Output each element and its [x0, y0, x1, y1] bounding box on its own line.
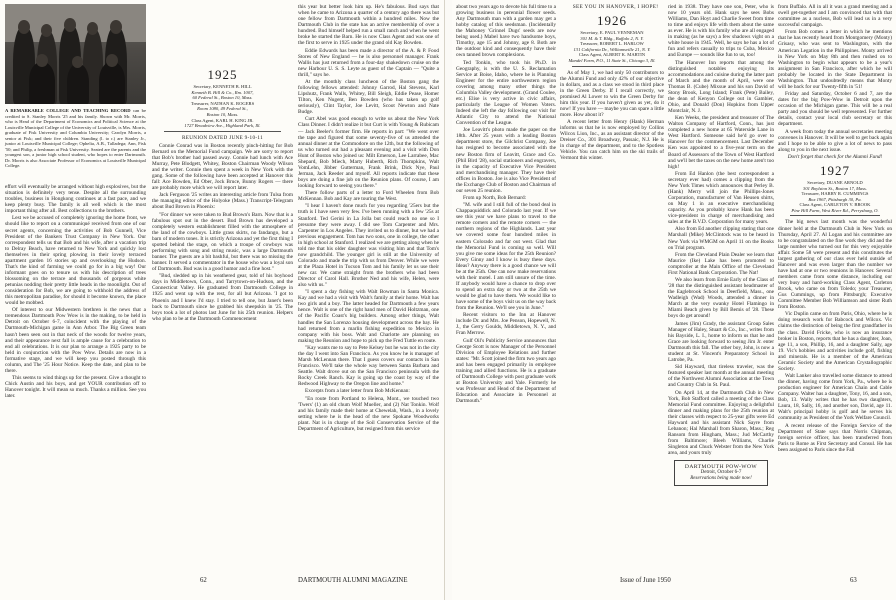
- class-treasurer-address: 131 California Dr., Williamsville 21, N. Y.: [573, 46, 651, 52]
- paragraph: Curt Abel was good enough to write us about the New York Class Dinner. I didn't realize it but Curt is with Young & Rubicam — Jack Beeler's former firm. He reports in part: "We went over the tape and figured that some seventy-five of us attended the annual dinner at the Commodore on the 12th, but the following of us who turned out had a pleasant evening and a visit with Don Hunt of Boston who joined us: Milt Emerson, Lee Larrabee, Mac Shepard, Bob Miech, Marty Huberth, Rich Thompkins, Walt VomLehn, Jibber Gutterman, Frank Brink, Dick Nye, Paul Jerman, Jack Reeder and myself. All reports indicate that these boys are doing a fine job on the Reunion plans. Of course, I am looking forward to seeing you there.": [298, 116, 439, 189]
- class-agent-address: Pine Hill Farm, West River Rd., Perrysburg, O.: [791, 207, 879, 213]
- paragraph: Excerpts from a later letter from Bob McKennan:: [305, 388, 410, 395]
- class-secretary-address: 301 M. & T. Bldg., Buffalo 2, N. Y.: [580, 35, 644, 41]
- paragraph: Connie Conrad was in Boston recently pinch-hitting for Bob Bernard on the Memorial Fund campaign. We are sorry to report that Bob's brother had passed away. Connie had lunch with Ace Murray, Pete Blodgett, Whitey, Boston Chairman Woody Wilson and the writer. Connie then spent a week in New York with the gang. Some of the following have been accepted at Hanover this fall: Ace Bowden, Ed Ober, Jock Bruce, Bunny Rogers — there are probably more which we will report later.: [152, 142, 293, 192]
- paragraph: "En route from Portland to Helena, Mont., we touched two 'Twers' (1) an old chum Wolf Mueller, and (2) Nat Tonkin. Wolf and his family made their home at Chewelah, Wash., in a lovely setting where he is the head of the new Spokane Woodworks plant. Nat is in charge of the Soil Conservation Service of the Department of Agriculture, but resigned from this service: [298, 395, 439, 432]
- paragraph: The big news last month was the wonderful dinner held at the Dartmouth Club in New York on Thursday, April 27. Al Logan and his committee are to be congratulated on the fine work they did and the large number who turned out for this very enjoyable affair. Some 58 were present and this constitutes the largest gathering of our class ever held outside of Hanover and was even larger than the number we have had at one or two reunions in Hanover. Several members came from some distance, including our very busy and hard-working Class Agent, Carleton Brook, who came on from Toledo; your Treasurer, Gus Cummings, up from Pittsburgh; Executive Committee Member Bob Williamson and sister Ruth from Boston.: [778, 219, 892, 311]
- class-treasurer-address: Room 1080, 49 Federal St.,: [197, 106, 248, 112]
- pow-wow-announcement: [674, 460, 768, 486]
- right-page-number: 63: [850, 577, 857, 584]
- paragraph: Ken Weeks, the president and treasurer of The Walton Company of Hartford, Conn., has just completed a new home at 65 Waterside Lane in West Hartford. Someone said he'd go over to Hanover for the commencement. Last December Ken was appointed to a five-year term on the Board of Assessors of the Town of West Hartford and we'll bet the taxes on the new home aren't too high!: [668, 115, 774, 170]
- caption-text: can be credited to S. Stanley Morris '25 and his family. Shown with Mr. Morris, who is Head of the Department of Economics and Political Science at the Louisville Municipal College of the University of Louisville, is Mrs. Morris, graduate of Fisk University and Columbia University; Carolyn Morris, a senior at Fisk; and their five children. Standing (l. to r.) are Stanley Jr., junior at Louisville Municipal College; Ophelia, A.B., Talladega; Ann, Fisk '50; and Philip, a freshman at Fisk University. Seated are the parents and the youngest son, a junior high school student, who hopes to enter Dartmouth. Dr. Morris is also Associate Professor of Economics at Louisville Municipal College.: [5, 108, 147, 168]
- paragraph: ried in 1938. They have one son, Peter, who is now 10 years old. Hank says he sees Bobs Williams, Dan Hoyt and Charlie Sweet from time to time and enjoys life with them about the same as ever. He is with his family who are all engaged in making (as he says) a few shadows vight on a white house in 1945. Well, he says he has a lot of fun and refers casually to trips to Cuba, Mexico and Europe — sounds like fun to us, too!: [668, 4, 774, 59]
- paragraph: From up North, Bob Bernard:: [463, 195, 527, 202]
- caption-lead: A REMARKABLE COLLEGE AND TEACHING RECORD: [5, 108, 131, 113]
- pow-wow-note: Reservations being made now!: [690, 476, 752, 482]
- paragraph: Of interest to our Midwestern brethren is the news that a tremendous Dartmouth Pow Wow is in the making, to be held in Detroit on October 6-7, coincident with the playing of the Dartmouth-Michigan game in Ann Arbor. The Big Green team hasn't been seen out in that neck of the woods for twelve years, and their appearance next fall is ample cause for a celebration to end all celebrations. It is our plan to arrange a 1925 party to be held in conjunction with the Pow Wow. Details are now in a formative stage, and we will keep you posted through this column, and The '25 Hour Notice. Keep the date, and plan to be there.: [5, 307, 146, 374]
- class-secretary: Secretary, KENNETH B. HILL: [193, 84, 252, 89]
- left-column-1: [5, 184, 146, 574]
- magazine-title-footer: DARTMOUTH ALUMNI MAGAZINE: [298, 577, 408, 584]
- right-column-2: [560, 4, 664, 574]
- paragraph: "Bud, sledded up in his weathered gear, told of his boyhood days in Middletown, Conn., and Tarrytown-on-Hudson, and the Connecticut Valley. He graduated from Dartmouth College in 1925 and went up with the rest, for all but Arizona. 'I got to Phoenix and I knew I'd stay. I tried to tell one, but Janet's been back to Dartmouth since he grabbed his sheepskin in '25. The boys took a lot of photos last June for his 25th reunion. Helpers who plan to be at the Dartmouth Commencement: [152, 273, 293, 322]
- class-treasurer-address: Boston 10, Mass.: [206, 111, 239, 117]
- paragraph: effort will eventually be arranged without high explosives, but the situation is definitely very tense. Despite all the surrounding troubles, business in Hongkong continues at a fast pace, and we keep plenty busy. The family is all well which is the most important thing after all. Best collections to the brothers.: [5, 184, 146, 215]
- class-1927-header: [778, 164, 892, 178]
- paragraph: from Buffalo. All in all it was a grand meeting and a swell get-together and I am convinced that with that committee as a nucleus, Bob will lead us in a very successful campaign.: [778, 4, 892, 29]
- alumni-fund-reminder: Don't forget that check for the Alumni Fund!: [787, 153, 883, 160]
- paragraph: Eddie Edwards has been made a director of the A. & P. Food Stores of New England — he is also personnel manager. Frank Wallis has just returned from a four-day shakedown cruise on the new Harbour U. S. S. Leyte as guest of the Captain — "Quite a thrill," says he.: [298, 47, 439, 78]
- class-treasurer: Treasurer, HARRY R. CUMMINGS: [801, 191, 869, 197]
- paragraph: Friday and Saturday, October 6 and 7, are the dates for the big Pow-Wow in Detroit upon the occasion of the Michigan game. This will be a real party and you should be well represented. For further details, contact your local club secretary or this department.: [778, 91, 892, 128]
- paragraph: Vic Duplin came on from Paris, Ohio, where he is doing research work for Babcock and Wilcox. Vic claims the distinction of being the first grandfather in the class. David Fricke, who is now an insurance broker in Boston, reports that he has a daughter, Joan, age 11, a son, Phillip, 16, and a daughter Sally, age 19. Vic's hobbies and activities include golf, fishing and minerals. He is a member of the American Ceramic Society and the American Crystallographic Society.: [778, 311, 892, 372]
- paragraph: Lest we be accused of completely ignoring the home front, we should like to report on a communiqué received from one of our secret agents, concerning the activities of Bob Gunnell, Vice President of the Bankers Trust Company in New York. Our correspondent tells us that Bob and his wife, after a vacation trip to Delray Beach, have returned to New York and quickly lost themselves in their spring plowing in their lovely terraced apartment garden 16 stories up and overlooking the Hudson. That's the kind of farming we could go for in a big way! Our informant goes on to tenure us with his description of trees blossoming on the terrace and thousands of gorgeous white petunias nodding their pretty little heads in the moonlight. Out of consideration for Bob, we are going to withhold the address of this metropolitan paradise, for should it become known, the place would be mobbed.: [5, 215, 146, 307]
- issue-date-footer: Issue of June 1950: [620, 577, 671, 584]
- paragraph: From Bob comes a letter in which he mentions that he has recently heard from Montgomery (Monty) Grisasy, who was sent to Washington, with the American Legation in the Philippines. Monty arrived in New York on May 8th and then rushed on to Washington to begin what appears to be a year's assignment in San Francisco, after which he will probably be located in the State Department in Washington. That undoubtedly means that Monty will be back for our Twenty-fifth in '51!: [778, 29, 892, 90]
- paragraph: At the monthly class luncheon of the Boston gang the following fellows attended: Johnny Garrod, Hal Stevens, Karl Lipshutz, Frank Walls, Whitey, Bill Sleigh, Eddie Pease, Homer Tilton, Ken Nugent, Ben Bowden (who has taken up golf seriously), Clint Taylor, Joe Levitt, Scoot Newton and Nate Budge.: [298, 78, 439, 116]
- class-1925-header: [152, 68, 293, 82]
- paragraph: Sid Hayward, that tireless traveler, was the featured speaker last month at the annual meeting of the Northwest Alumni Association at the Town and Country Club in St. Paul.: [668, 364, 774, 389]
- paragraph: On April 14, at the Dartmouth Club in New York, Bob Stafford called a meeting of the Class Memorial Fund committee. Enjoying a delightful dinner and making plans for the 25th reunion at their classes with respect to 25-year gifts were Ed Hayward and his assistant Nick Sayre from Lebanon; Hal Marshall from Sharon, Mass.; Reg Ransom from Hingham, Mass.; Jud McCarthy from Baltimore; Bleeh Williams, Charlie Singleton and Chuck Webster from the New York area, and yours truly: [668, 389, 774, 457]
- see-you-in-hanover: SEE YOU IN HANOVER, I HOPE!: [572, 4, 659, 10]
- reunion-dates: REUNION DATED JUNE 9-10-11: [182, 134, 263, 141]
- paragraph: this year but better look him up. He's fabulous. Bud says that when he came to Arizona a quarter of a century ago there was but one fellow from Dartmouth within a hundred miles. Now the Dartmouth Club in the state has an active membership of over a hundred. Bud himself helped run a small ranch and when he went broke he started the Barn. He is now Class Agent and was one of the first to serve in 1925 under the grand old Kay Bowden.: [298, 4, 439, 47]
- class-year: 1925: [207, 67, 238, 82]
- class-1926-header: [560, 14, 664, 28]
- class-year: 1926: [597, 13, 627, 29]
- paragraph: James (Jim) Grady, the assistant Group Sales Manager of Haley, Stuart & Co., Inc., writes from his Bayside, L. I., home to inform us that he and Grace are looking forward to seeing Jim Jr. enter Dartmouth this fall. The other boy, John, is now a student at St. Vincent's Preparatory School in Latrobe, Pa.: [668, 320, 774, 363]
- paragraph: Jack Ferguson '25 writes an interesting article from Tulsa from the managing editor of the Holyoke (Mass.) Transcript-Telegram about Bud Brown in Phoenix:: [152, 192, 293, 211]
- paragraph: We also learn from Ernie Early of the Class of '28 that the distinguished assistant headmaster of the Eaglebrook School in Deerfield, Mass., one Wadleigh (Wad) Woods, attended a dinner in March at the very swanky Hotel Flamingo in Miami Beach given by Bill Bemis of '28. These boys do get around!: [668, 277, 774, 320]
- paragraph: The Hanover Inn reports that among the distinguished notables enjoying its accommodations and cuisine during the latter part of March and the month of April, were one Thomas B. (Cube) Mixsue and his son David of Stony Brook, Long Island; Frank (Pete) Bailey, the dean of Kenyon College out in Gambier, Ohio, and Donald (Don) Hopkins from Upper Montclair, N. J.: [668, 59, 774, 114]
- paragraph: Joe Leavitt's photo made the paper on the 18th. After 25 years with a leading Boston department store, the Gilchrist Company, Joe has resigned to become associated with the new Boston firm of Leavitt, Grace and Co. (Phil Bird '28), social stationers and engravers, in the capacity of Executive Vice President and merchandising manager. They have their offices in Boston. Joe is also Vice President of the Exchange Club of Boston and Chairman of our seven 25 reunion.: [456, 127, 556, 194]
- right-column-1: [456, 4, 556, 574]
- paragraph: Ted Tonkin, who took his Ph.D. in Geography, is with the U. S. Reclamation Service at Boise, Idaho, where he is Planning Engineer for the entire northwestern region covering among many other things the Columbia Valley development. (Grand Coulee, etc.) Elise is very active in civic affairs, particularly the League of Women Voters. Indeed she left the day following our visit for Atlantic City to attend the National Convention of the League.: [456, 59, 556, 127]
- pow-wow-date: Detroit, October 6-7: [700, 470, 742, 476]
- class-agent-address: 1727 Broadview Ave., Highland Park, Ill.: [184, 123, 261, 129]
- paragraph: Walt Lanker also travelled some distance to attend the dinner, having come from York, Pa., where he is production engineer for American Chain and Cable Company. Walter has a daughter, Tony, 16, and a son, Bob, 13. Wally writes that he has two daughters, Laura, 18, Sally, 16, and another son, David, age 11. Walt's principal hobby is golf and he serves his community as President of the York Welfare Council.: [778, 373, 892, 422]
- class-secretary: Secretary, DUANE ARNOLD: [807, 179, 863, 185]
- class-agent: Class Agent, CARLETON V. BROOK: [799, 202, 871, 208]
- right-column-3: [668, 4, 774, 574]
- paragraph: A recent release of the Foreign Service of the Department of State says that Norris Chipman, foreign service officer, has been transferred from Paris to Rome as First Secretary and Consul. He has been assigned to Paris since the Fall: [778, 422, 892, 453]
- paragraph: A week from today the annual secretaries meeting convenes in Hanover. It will be well to get back again and I hope to be able to give a lot of news to pass along to you in the next issue.: [778, 128, 892, 153]
- pow-wow-title: DARTMOUTH POW-WOW: [684, 464, 758, 471]
- class-secretary-address: 60 Federal St., Boston 10, Mass.: [192, 95, 253, 101]
- paragraph: "For dinner we were taken to Bud Brown's Barn. Now that is a fabulous spot out in the desert. Bud Brown has developed a completely western establishment filled with the atmosphere of the land of the cowboys. Little grass skirts, no fandango, but a barn of modern tones. It is strictly Arizona and yet the first thing I spotted behind the stage, on which a troupe of cowboys was performing with song and string music, was a large Dartmouth banner. The guests are a bit bashful, but there was no missing the banner. It served a commentator in the house who was a loyal son of Dartmouth. Bud was in a good humor and a fine host.": [152, 211, 293, 273]
- paragraph: "I hear I haven't done much for you regarding '25ers but the truth is I have seen very few. I've been running with a few '25s at Stanford. Ted Gerini in La Jolla but could reach no one so I presume they were away. I did see Tom Carpenter and Mrs. Carpenter in Los Angeles. They invited us to dinner, but we had a previous engagement. Tom has two sons, one in college, the other in high school at Stanford. I realized we are getting along when he told me that his older daughter was visiting him and that Tom's now grandchild. The younger girl is still at the University of Colorado and made the trip with us from Denver. While we were at the Plaza Hotel in Tucson Tom and his family let us use their new car. We came straight from the brothers who had been Director of Carol Hall. Brother Ned and his wife, Helen, were also with us.": [298, 203, 439, 289]
- class-year: 1927: [820, 162, 850, 178]
- paragraph: Gulf Oil's Publicity Service announces that George Scott is now Manager of the Personnel Division of Employee Relations and further states: "Mr. Scott joined the firm two years ago and has been engaged primarily in employee training and allied functions. He is a graduate of Dartmouth College with post graduate work at Boston University and Yale. Formerly he was Professor and Head of the Department of Education and Associate in Personnel at Dartmouth.": [456, 337, 556, 405]
- left-page-number: 62: [200, 577, 207, 584]
- left-column-2: [152, 64, 293, 574]
- paragraph: Recent visitors to the Inn at Hanover include Dr. and Mrs. Joe Penson, Hopewell, N. J., the Gerry Goulds, Middletown, N. Y., and Fran Merrow.: [456, 312, 556, 337]
- photo-caption: [5, 108, 146, 169]
- class-agent: Class Agent, ALBERT K. MARTIN: [578, 52, 646, 58]
- paragraph: From the Cleveland Plain Dealer we learn that Maurice (Ike) Lake has been promoted to comptroller at the Main Office of the Cleveland First National Bank Corporation. The Nat!: [668, 251, 774, 276]
- right-column-4: [778, 4, 892, 574]
- class-agent-address: Mandel Farm, P.O., 11 State St., Chicago 3, Ill.: [568, 58, 656, 64]
- paragraph: As of May 1, we had only 50 contributors to the Alumni Fund and only 42% of our objective in dollars, and as a class we stood in third place in the Green Derby. If I recall correctly, we promised Al Lower to win the Green Derby for him this year. If you haven't given as yet, do it now! If you have — maybe you can spare a little more. How about it?: [560, 69, 664, 118]
- paragraph: "M. wife and I still full of the bond deal in Chappaquiddick and Colorado last year. If we see this year we have plans to travel to the remote corners and the remote corners — the northern regions of the Highlands. Last year we covered some four hundred miles in eastern Colorado and far out west. Glad that the Memorial Fund is coming so well. Will you give me some ideas for the 25th Reunion? Every Ginny and I know is busy these days. Ideas? Anyway there is a good chance we will be at the 25th. One can now make reservations with their motel. I am still unsure of the time. If anybody would have a chance to drop over to spend an extra day or two at the 25th we would be glad to have them. We would like to have some of the boys visit us on the way back from the Reunion. We'll see you in June.": [456, 202, 556, 312]
- class-treasurer: Treasurer, ROBERT L. HARLOW: [580, 41, 644, 47]
- paragraph: Also from Ed another clipping stating that one Marshall (Mike) McClintock was to be heard in New York via WMGM on April 11 on the Books on Trial program.: [668, 226, 774, 251]
- paragraph: From Ed Hanlon (the best correspondent a secretary ever had) comes a clipping from the New York Times which announces that Perley B. (Hank) Merry will join the Phillips-Jones Corporation, manufacturer of Van Heusen shirts, on May 1 in an executive merchandising capacity. As you probably know Hank has been vice-president in charge of merchandising and sales at the B.V.D. Corporation for many years.: [668, 170, 774, 226]
- paragraph: This seems to wind things up for the present. Give a thought to Chick Austin and his boys, and get YOUR contribution off to Hanover tonight. It will mean so much. Thanks a million. See you later.: [5, 375, 146, 400]
- paragraph: A recent letter from Henry (Hank) Herman informs us that he is now employed by Collins Wilcox Lion, Inc., as an assistant director of the Dreiser Co., 301 Broadway, Passaic, N.J. He is in charge of the department, and to the Spotless Vehicle. You can catch him on the ski trails of Vermont this winter.: [560, 119, 664, 162]
- class-agent: Class Agent, KARL H. KING JR.: [191, 117, 254, 123]
- class-secretary: Secretary, E. PAUL VENNEMAN: [580, 30, 644, 36]
- paragraph: about two years ago to devote his full time to a growing business in perennial flower seeds. Any Dartmouth man with a garden may get a hobby catalog of this seedsman. (Incidentally the Mahoney 'Grinnel Dugs' seeds are now being used.) Mabel have two handsome boys, Timothy, age 15 and Johnny, age 8. Both are the outdoor kind and consequently have their own tanned brown complexions.: [456, 4, 556, 59]
- paragraph: "Kay wants me to say to Pete Kelsey but he was not in the city the day I went into San Francisco. As you know he is manager of Marsh McLennan there. That I guess covers our contacts in San Francisco. We'll take the whole way between Santa Barbara and Seattle. Walt drove out on the San Francisco peninsula with the Rocky Creek Ranch. Kay is going up the coast by way of the Redwood Highway to the Oregon line and home.": [298, 344, 439, 388]
- left-column-3: [298, 4, 439, 574]
- paragraph: There follow parts of a letter to Ford Wheelen from Bob McKennan. Bob and Kay are touring the West.: [298, 190, 439, 203]
- left-page: [0, 0, 445, 600]
- class-treasurer-address: Box 1967, Pittsburgh 30, Pa.: [808, 196, 862, 202]
- class-treasurer: Treasurer, NATHAN K. ROGERS: [190, 100, 255, 106]
- paragraph: "I spent a day fishing with Walt Bowman in Santa Monica. Kay and we had a visit with Walt's family at their home. Walt has two girls and a boy. The latter headed for Dartmouth a few years hence. Walt is one of the right hand men of David Holtzman, one of the Pacific Coast's big builders. Among other things, Walt handles the San Lorenzo housing development across the bay. He had returned from a marlin fishing expedition to Mexico in company with his boss. Walt and Charlotte are planning on making the Reunion and hope to pick up the Fred Tuttle en route.: [298, 289, 439, 344]
- right-page: [452, 0, 896, 600]
- class-secretary-address: Kenneth B. Hill & Co., Rm. 1007,: [191, 89, 254, 95]
- class-secretary-address: 301 Boylston St., Boston 17, Mass.: [803, 185, 867, 191]
- family-photo: [5, 4, 146, 104]
